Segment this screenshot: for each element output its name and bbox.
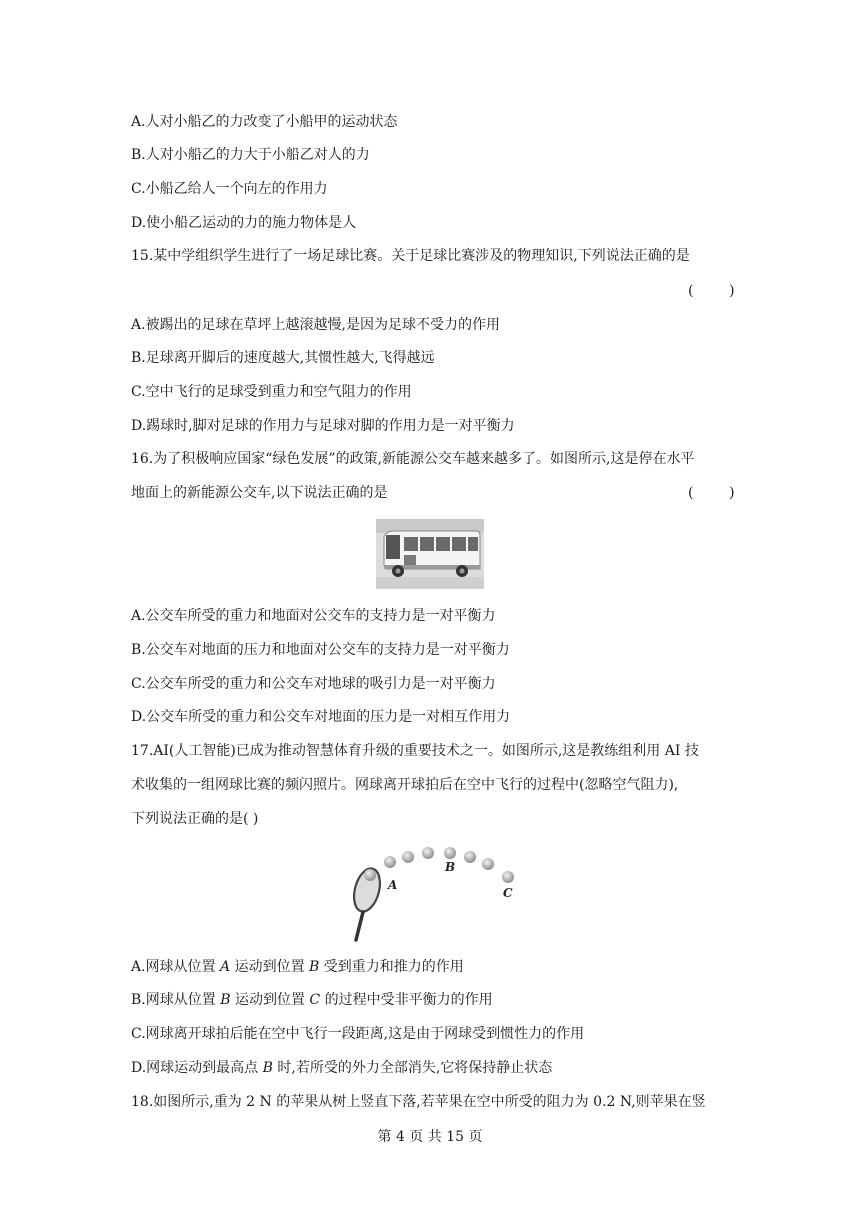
bus-photo: [376, 519, 484, 589]
q16-stem-line1: 16.为了积极响应国家“绿色发展”的政策,新能源公交车越来越多了。如图所示,这是停在水平: [131, 451, 695, 467]
q16-option-c: C.公交车所受的重力和公交车对地球的吸引力是一对平衡力: [131, 676, 496, 692]
tennis-ball-icon: [502, 871, 514, 883]
tennis-ball-icon: [384, 856, 396, 868]
q14-option-d: D.使小船乙运动的力的施力物体是人: [131, 215, 357, 231]
q16-answer-paren: ( ): [688, 485, 735, 501]
q18-stem-line1: 18.如图所示,重为 2 N 的苹果从树上竖直下落,若苹果在空中所受的阻力为 0.2 N,则苹果在竖: [131, 1094, 706, 1110]
tennis-ball-icon: [402, 851, 414, 863]
q15-option-a: A.被踢出的足球在草坪上越滚越慢,是因为足球不受力的作用: [131, 317, 501, 333]
point-c-label: C: [503, 886, 513, 900]
q14-option-b: B.人对小船乙的力大于小船乙对人的力: [131, 147, 370, 163]
q17-stem-line2: 术收集的一组网球比赛的频闪照片。网球离开球拍后在空中飞行的过程中(忽略空气阻力),: [131, 777, 679, 793]
q17-option-d: D.网球运动到最高点 B 时,若所受的外力全部消失,它将保持静止状态: [131, 1060, 553, 1076]
q15-stem: 15.某中学组织学生进行了一场足球比赛。关于足球比赛涉及的物理知识,下列说法正确的是: [131, 248, 690, 264]
q15-answer-paren: ( ): [688, 283, 735, 299]
page-number-footer: 第 4 页 共 15 页: [377, 1129, 483, 1145]
tennis-strobe-figure: [345, 840, 525, 945]
tennis-ball-icon: [482, 858, 494, 870]
q14-option-c: C.小船乙给人一个向左的作用力: [131, 181, 328, 197]
tennis-ball-icon: [422, 847, 434, 859]
q17-stem-line1: 17.AI(人工智能)已成为推动智慧体育升级的重要技术之一。如图所示,这是教练组利用 AI 技: [131, 743, 699, 759]
q16-option-b: B.公交车对地面的压力和地面对公交车的支持力是一对平衡力: [131, 642, 510, 658]
point-a-label: A: [388, 878, 398, 892]
point-b-label: B: [445, 860, 456, 874]
q17-option-c: C.网球离开球拍后能在空中飞行一段距离,这是由于网球受到惯性力的作用: [131, 1026, 585, 1042]
q15-option-c: C.空中飞行的足球受到重力和空气阻力的作用: [131, 384, 412, 400]
tennis-ball-icon: [464, 851, 476, 863]
q16-option-d: D.公交车所受的重力和公交车对地面的压力是一对相互作用力: [131, 709, 511, 725]
q16-stem-line2: 地面上的新能源公交车,以下说法正确的是: [131, 485, 388, 501]
q17-option-b: B.网球从位置 B 运动到位置 C 的过程中受非平衡力的作用: [131, 992, 493, 1008]
q16-option-a: A.公交车所受的重力和地面对公交车的支持力是一对平衡力: [131, 608, 496, 624]
q14-option-a: A.人对小船乙的力改变了小船甲的运动状态: [131, 114, 398, 130]
tennis-ball-icon: [444, 847, 456, 859]
q15-option-d: D.踢球时,脚对足球的作用力与足球对脚的作用力是一对平衡力: [131, 418, 515, 434]
q17-stem-line3: 下列说法正确的是( ): [131, 811, 259, 827]
q17-option-a: A.网球从位置 A 运动到位置 B 受到重力和推力的作用: [131, 959, 464, 975]
q15-option-b: B.足球离开脚后的速度越大,其惯性越大,飞得越远: [131, 350, 435, 366]
tennis-ball-icon: [364, 869, 376, 881]
